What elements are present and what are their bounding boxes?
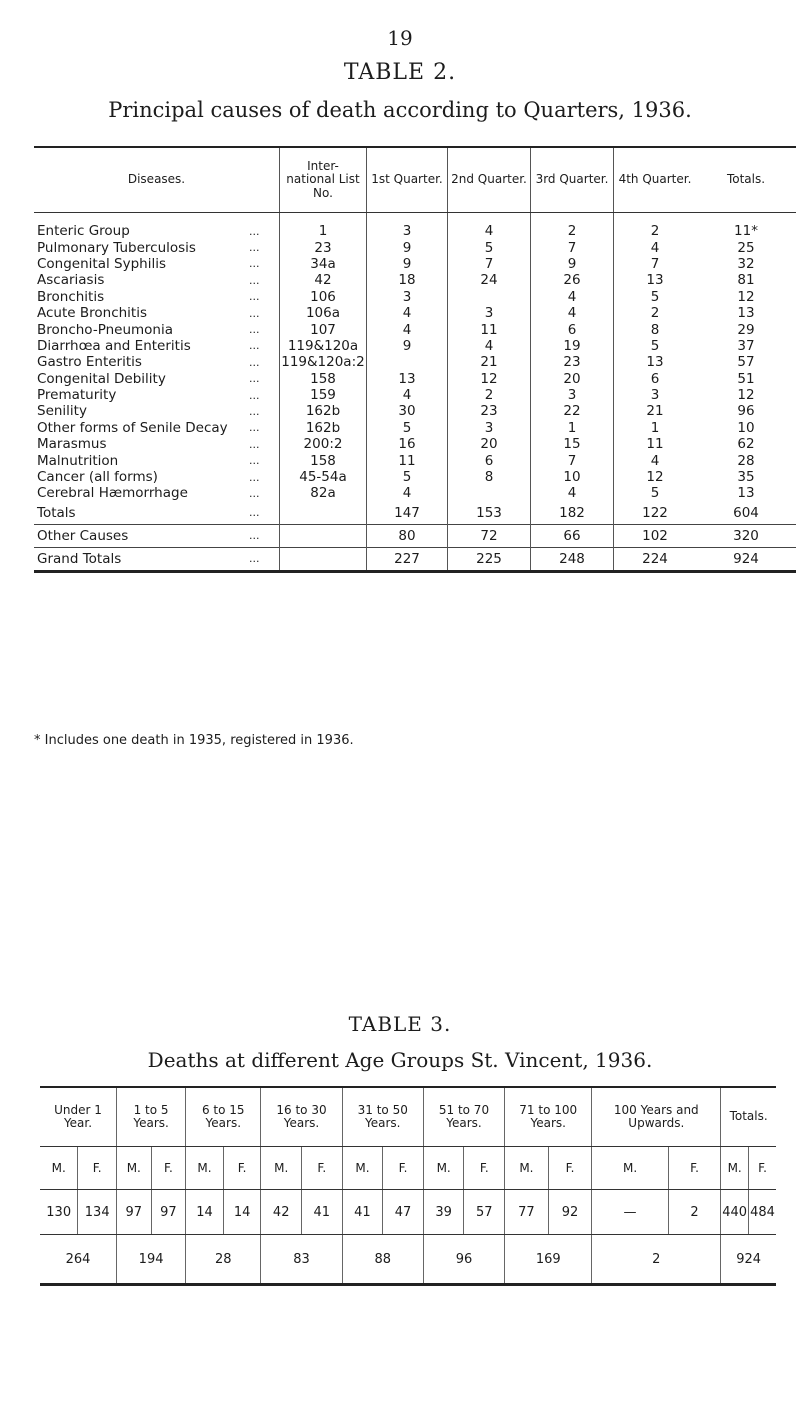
list-number: 119&120a:2 (281, 354, 365, 371)
q4-value: 13 (614, 272, 697, 288)
grand-q3: 248 (531, 547, 614, 571)
male-value: 97 (117, 1190, 152, 1235)
grand-q1: 227 (367, 547, 448, 571)
female-label: F. (383, 1147, 424, 1190)
list-number: 1 (280, 223, 367, 239)
leader-dots: ... (249, 454, 260, 468)
list-number: 106 (280, 289, 367, 305)
grand-q4: 224 (614, 547, 697, 571)
q1-value: 4 (367, 485, 448, 501)
table-row (34, 256, 796, 272)
q3-value: 15 (531, 436, 614, 452)
age-group-header: 71 to 100 Years. (505, 1087, 592, 1147)
q1-value: 5 (367, 420, 448, 436)
female-value: 134 (78, 1190, 117, 1235)
age-group-total: 96 (423, 1235, 504, 1285)
other-q3: 66 (531, 524, 614, 547)
totals-q2: 153 (448, 502, 531, 525)
male-label: M. (40, 1147, 78, 1190)
q1-value: 5 (367, 469, 448, 485)
q1-value: 16 (367, 436, 448, 452)
disease-name: Broncho-Pneumonia (37, 321, 174, 338)
q2-value: 7 (448, 256, 531, 272)
q1-value: 3 (367, 289, 448, 305)
leader-dots: ... (249, 339, 260, 353)
female-value: 484 (749, 1190, 776, 1235)
disease-name: Congenital Debility (37, 370, 166, 387)
q1-value: 3 (367, 223, 448, 239)
q4-value: 21 (614, 403, 697, 419)
q1-value: 4 (367, 387, 448, 403)
table3-title: TABLE 3. (348, 1012, 452, 1036)
other-label: Other Causes (34, 524, 249, 547)
disease-name: Diarrhœa and Enteritis (37, 337, 191, 354)
age-sums-row (40, 1235, 776, 1285)
list-number: 42 (280, 272, 367, 288)
table-row (34, 272, 796, 288)
female-value: 2 (668, 1190, 720, 1235)
q3-value: 22 (531, 403, 614, 419)
other-q4: 102 (614, 524, 697, 547)
female-label: F. (668, 1147, 720, 1190)
table-row (34, 452, 796, 468)
leader-dots: ... (249, 421, 260, 435)
male-value: 77 (505, 1190, 549, 1235)
totals-total: 604 (733, 504, 759, 521)
q2-value: 3 (448, 420, 531, 436)
leader-dots: ... (249, 404, 260, 418)
age-group-header: 31 to 50 Years. (342, 1087, 423, 1147)
disease-name: Bronchitis (37, 288, 105, 305)
q2-value: 4 (448, 338, 531, 354)
row-total: 57 (737, 354, 755, 371)
q2-value (448, 485, 531, 501)
q1-value: 11 (367, 452, 448, 468)
female-value: 47 (383, 1190, 424, 1235)
q4-value: 6 (614, 371, 697, 387)
header-totals: Totals. (696, 147, 796, 213)
q2-value: 5 (448, 239, 531, 255)
q3-value: 26 (531, 272, 614, 288)
female-value: 97 (151, 1190, 186, 1235)
male-label: M. (721, 1147, 749, 1190)
q4-value: 5 (614, 338, 697, 354)
female-label: F. (464, 1147, 505, 1190)
age-group-header: 6 to 15 Years. (186, 1087, 261, 1147)
q1-value: 30 (367, 403, 448, 419)
q2-value: 21 (448, 354, 531, 370)
row-total: 11* (734, 223, 758, 240)
age-group-total: 924 (721, 1235, 776, 1285)
female-value: 57 (464, 1190, 505, 1235)
leader-dots: ... (249, 241, 260, 255)
disease-name: Cancer (all forms) (37, 469, 158, 486)
spacer-row (34, 213, 796, 224)
table-row (34, 371, 796, 387)
q2-value: 20 (448, 436, 531, 452)
male-label: M. (186, 1147, 224, 1190)
list-number: 200:2 (280, 436, 367, 452)
q1-value: 4 (367, 305, 448, 321)
list-number: 159 (280, 387, 367, 403)
q3-value: 2 (531, 223, 614, 239)
age-group-total: 2 (592, 1235, 721, 1285)
age-group-total: 28 (186, 1235, 261, 1285)
header-list-no: Inter- national List No. (280, 147, 367, 213)
age-values-row (40, 1190, 776, 1235)
female-label: F. (548, 1147, 592, 1190)
table3-subtitle: Deaths at different Age Groups St. Vincent, 1936. (147, 1048, 653, 1072)
q4-value: 13 (614, 354, 697, 370)
table-row (34, 338, 796, 354)
list-number-empty (280, 547, 367, 571)
table2-body (34, 213, 796, 572)
q3-value: 3 (531, 387, 614, 403)
disease-name: Cerebral Hæmorrhage (37, 485, 188, 502)
row-total: 13 (737, 305, 755, 322)
q4-value: 3 (614, 387, 697, 403)
disease-name: Congenital Syphilis (37, 255, 167, 272)
header-q4: 4th Quarter. (614, 147, 697, 213)
list-number: 158 (280, 452, 367, 468)
q2-value: 24 (448, 272, 531, 288)
male-value: 39 (423, 1190, 464, 1235)
q1-value: 9 (367, 239, 448, 255)
causes-of-death-table (34, 146, 796, 573)
q3-value: 1 (531, 420, 614, 436)
age-group-total: 194 (117, 1235, 186, 1285)
q4-value: 4 (614, 452, 697, 468)
age-group-header: 100 Years and Upwards. (592, 1087, 721, 1147)
male-label: M. (423, 1147, 464, 1190)
male-value: 440 (721, 1190, 749, 1235)
q3-value: 6 (531, 321, 614, 337)
list-number-empty (280, 502, 367, 525)
row-total: 13 (737, 485, 755, 502)
male-label: M. (505, 1147, 549, 1190)
age-group-total: 264 (40, 1235, 117, 1285)
list-number-empty (280, 524, 367, 547)
female-value: 14 (223, 1190, 261, 1235)
row-total: 25 (737, 239, 755, 256)
table-row (34, 420, 796, 436)
header-q2: 2nd Quarter. (448, 147, 531, 213)
q3-value: 7 (531, 239, 614, 255)
totals-q3: 182 (531, 502, 614, 525)
row-total: 32 (737, 255, 755, 272)
disease-name: Other forms of Senile Decay (37, 419, 228, 436)
q2-value: 2 (448, 387, 531, 403)
table-row (34, 403, 796, 419)
header-q1: 1st Quarter. (367, 147, 448, 213)
disease-name: Malnutrition (37, 452, 119, 469)
disease-name: Marasmus (37, 436, 107, 453)
q4-value: 5 (614, 485, 697, 501)
q4-value: 2 (614, 223, 697, 239)
age-group-header: 51 to 70 Years. (423, 1087, 504, 1147)
leader-dots: ... (249, 290, 260, 304)
female-label: F. (151, 1147, 186, 1190)
age-group-total: 83 (261, 1235, 342, 1285)
sex-header-row (40, 1147, 776, 1190)
other-total: 320 (696, 524, 796, 547)
footnote: * Includes one death in 1935, registered in 1936. (34, 733, 354, 748)
age-group-header: 1 to 5 Years. (117, 1087, 186, 1147)
list-number: 23 (280, 239, 367, 255)
grand-total: 924 (696, 547, 796, 571)
grand-label: Grand Totals (34, 547, 249, 571)
leader-dots: ... (249, 547, 280, 571)
table-row (34, 321, 796, 337)
disease-name: Gastro Enteritis (37, 354, 142, 371)
q2-value: 23 (448, 403, 531, 419)
q3-value: 7 (531, 452, 614, 468)
table-row (34, 436, 796, 452)
q4-value: 1 (614, 420, 697, 436)
male-label: M. (342, 1147, 383, 1190)
list-number: 158 (280, 371, 367, 387)
header-diseases: Diseases. (34, 147, 280, 213)
row-total: 10 (737, 419, 755, 436)
row-total: 29 (737, 321, 755, 338)
q4-value: 5 (614, 289, 697, 305)
male-value: 14 (186, 1190, 224, 1235)
list-number: 162b (280, 420, 367, 436)
table-row (34, 289, 796, 305)
table-row (34, 239, 796, 255)
q1-value: 9 (367, 338, 448, 354)
totals-row (34, 502, 796, 525)
age-groups-table (40, 1086, 776, 1286)
row-total: 37 (737, 337, 755, 354)
grand-q2: 225 (448, 547, 531, 571)
q3-value: 4 (531, 289, 614, 305)
row-total: 12 (737, 288, 755, 305)
header-q3: 3rd Quarter. (531, 147, 614, 213)
male-label: M. (592, 1147, 668, 1190)
q3-value: 4 (531, 305, 614, 321)
q2-value: 8 (448, 469, 531, 485)
totals-label: Totals (37, 504, 76, 521)
leader-dots: ... (249, 257, 260, 271)
disease-name: Prematurity (37, 387, 117, 404)
page-number: 19 (387, 26, 413, 50)
leader-dots: ... (249, 524, 280, 547)
leader-dots: ... (249, 306, 260, 320)
female-value: 92 (548, 1190, 592, 1235)
list-number: 45-54a (280, 469, 367, 485)
male-label: M. (261, 1147, 302, 1190)
disease-name: Senility (37, 403, 87, 420)
q3-value: 20 (531, 371, 614, 387)
q1-value: 18 (367, 272, 448, 288)
list-number: 119&120a (280, 338, 367, 354)
row-total: 28 (737, 452, 755, 469)
leader-dots: ... (249, 470, 260, 484)
list-number: 106a (280, 305, 367, 321)
female-label: F. (749, 1147, 776, 1190)
row-total: 62 (737, 436, 755, 453)
age-group-header-row (40, 1087, 776, 1147)
totals-q4: 122 (614, 502, 697, 525)
female-label: F. (302, 1147, 343, 1190)
q2-value: 6 (448, 452, 531, 468)
other-q1: 80 (367, 524, 448, 547)
other-q2: 72 (448, 524, 531, 547)
table2-subtitle: Principal causes of death according to Quarters, 1936. (108, 98, 692, 122)
q1-value: 13 (367, 371, 448, 387)
q2-value: 3 (448, 305, 531, 321)
leader-dots: ... (249, 486, 260, 500)
table2-title: TABLE 2. (343, 60, 457, 85)
q3-value: 9 (531, 256, 614, 272)
other-causes-row (34, 524, 796, 547)
disease-name: Enteric Group (37, 223, 130, 240)
q1-value: 9 (367, 256, 448, 272)
q4-value: 12 (614, 469, 697, 485)
row-total: 51 (737, 370, 755, 387)
disease-name: Pulmonary Tuberculosis (37, 239, 196, 256)
age-group-header: 16 to 30 Years. (261, 1087, 342, 1147)
list-number: 107 (280, 321, 367, 337)
male-value: 41 (342, 1190, 383, 1235)
leader-dots: ... (249, 437, 260, 451)
leader-dots: ... (249, 323, 260, 337)
list-number: 34a (280, 256, 367, 272)
row-total: 35 (737, 469, 755, 486)
age-group-header: Under 1 Year. (40, 1087, 117, 1147)
table-row (34, 485, 796, 501)
leader-dots: ... (249, 355, 260, 369)
male-value: — (592, 1190, 668, 1235)
male-value: 130 (40, 1190, 78, 1235)
q2-value: 11 (448, 321, 531, 337)
q2-value: 4 (448, 223, 531, 239)
male-value: 42 (261, 1190, 302, 1235)
age-group-total: 169 (505, 1235, 592, 1285)
leader-dots: ... (249, 388, 260, 402)
q4-value: 2 (614, 305, 697, 321)
age-group-header: Totals. (721, 1087, 776, 1147)
grand-totals-row (34, 547, 796, 571)
q2-value: 12 (448, 371, 531, 387)
q3-value: 10 (531, 469, 614, 485)
leader-dots: ... (249, 224, 260, 238)
leader-dots: ... (249, 372, 260, 386)
disease-name: Ascariasis (37, 272, 105, 289)
row-total: 81 (737, 272, 755, 289)
q4-value: 8 (614, 321, 697, 337)
female-label: F. (223, 1147, 261, 1190)
male-label: M. (117, 1147, 152, 1190)
q4-value: 11 (614, 436, 697, 452)
q4-value: 7 (614, 256, 697, 272)
row-total: 96 (737, 403, 755, 420)
table-row (34, 387, 796, 403)
disease-name: Acute Bronchitis (37, 305, 148, 322)
list-number: 162b (280, 403, 367, 419)
q1-value: 4 (367, 321, 448, 337)
q2-value (448, 289, 531, 305)
table-row (34, 305, 796, 321)
table-row (34, 354, 796, 370)
q3-value: 19 (531, 338, 614, 354)
leader-dots: ... (249, 273, 260, 287)
age-group-total: 88 (342, 1235, 423, 1285)
totals-q1: 147 (367, 502, 448, 525)
list-number: 82a (280, 485, 367, 501)
q3-value: 4 (531, 485, 614, 501)
table-row (34, 223, 796, 239)
q1-value (367, 354, 448, 370)
female-value: 41 (302, 1190, 343, 1235)
row-total: 12 (737, 387, 755, 404)
female-label: F. (78, 1147, 117, 1190)
leader-dots: ... (249, 506, 260, 520)
table-row (34, 469, 796, 485)
q4-value: 4 (614, 239, 697, 255)
q3-value: 23 (531, 354, 614, 370)
